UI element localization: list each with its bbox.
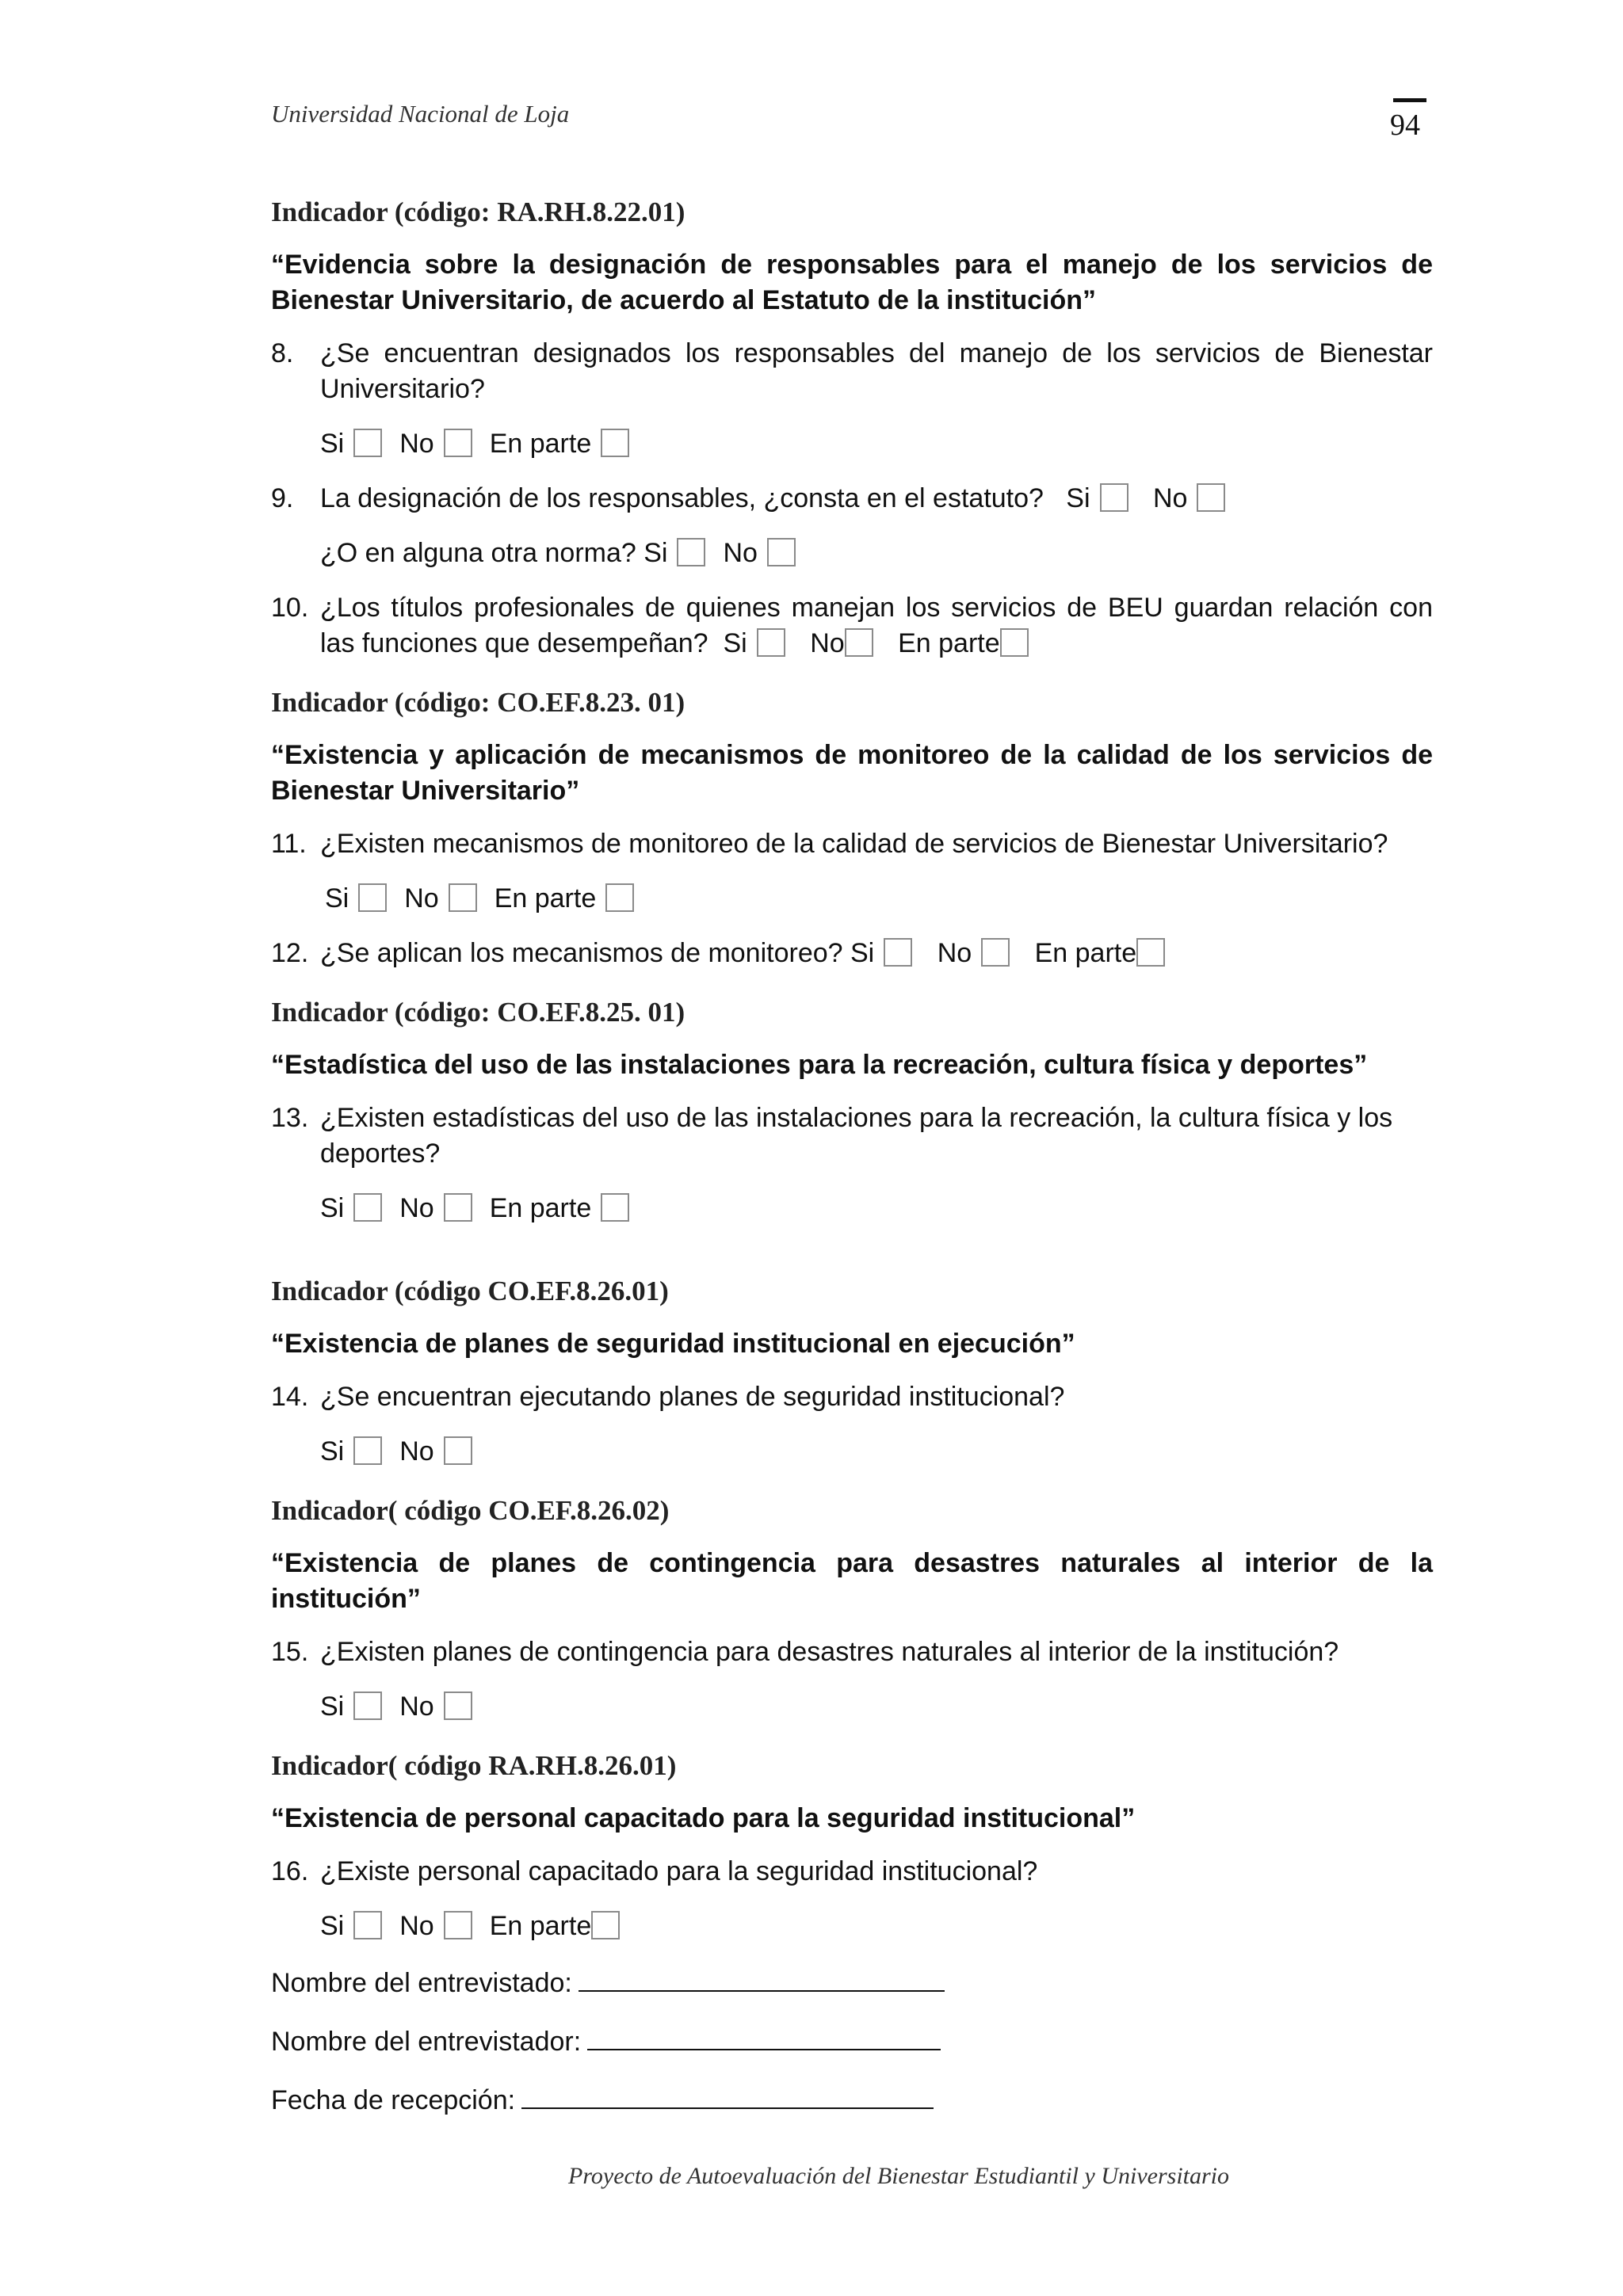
reception-date-input-line[interactable] xyxy=(521,2081,934,2109)
question-text: La designación de los responsables, ¿consta en el estatuto? xyxy=(320,483,1044,513)
option-partial-label: En parte xyxy=(494,883,597,913)
checkbox-yes[interactable] xyxy=(353,1193,382,1222)
option-no-label: No xyxy=(399,1691,434,1722)
checkbox-yes[interactable] xyxy=(358,883,387,912)
question-text-with-options xyxy=(320,481,1433,517)
option-yes-label: Si xyxy=(320,429,345,459)
question-13 xyxy=(271,1100,1433,1172)
institution-header: Universidad Nacional de Loja xyxy=(271,100,570,128)
question-8 xyxy=(271,336,1433,407)
question-15 xyxy=(271,1634,1433,1670)
option-yes-label: Si xyxy=(850,938,875,968)
question-number: 12. xyxy=(271,938,309,968)
question-text-with-options xyxy=(320,590,1433,662)
option-no-label: No xyxy=(399,1911,434,1941)
option-no-label: No xyxy=(399,429,434,459)
answer-options-13 xyxy=(271,1191,1433,1226)
checkbox-yes[interactable] xyxy=(353,1911,382,1939)
checkbox-no[interactable] xyxy=(981,938,1010,967)
option-yes-label: Si xyxy=(320,1911,345,1941)
indicator-statement: “Evidencia sobre la designación de responsables para el manejo de los servicios de Bienestar Universitario, de acuerdo al Estatuto de la institución” xyxy=(271,250,1433,315)
option-no-label: No xyxy=(937,938,972,968)
question-12 xyxy=(271,936,1433,971)
checkbox-partial[interactable] xyxy=(605,883,634,912)
option-yes-label: Si xyxy=(320,1691,345,1722)
answer-options-14 xyxy=(271,1434,1433,1470)
checkbox-no[interactable] xyxy=(444,1436,472,1465)
checkbox-yes[interactable] xyxy=(353,1691,382,1720)
option-yes-label: Si xyxy=(320,1436,345,1466)
checkbox-partial[interactable] xyxy=(591,1911,620,1939)
option-partial-label: En parte xyxy=(489,1911,592,1941)
checkbox-no[interactable] xyxy=(767,538,796,566)
indicator-statement: “Existencia de personal capacitado para la seguridad institucional” xyxy=(271,1803,1136,1833)
question-10 xyxy=(271,590,1433,662)
question-number: 16. xyxy=(271,1856,309,1886)
checkbox-partial[interactable] xyxy=(601,1193,629,1222)
option-no-label: No xyxy=(399,1193,434,1223)
checkbox-yes[interactable] xyxy=(353,1436,382,1465)
checkbox-partial[interactable] xyxy=(1136,938,1165,967)
indicator-statement: “Existencia de planes de contingencia para desastres naturales al interior de la institución” xyxy=(271,1548,1433,1614)
option-no-label: No xyxy=(399,1436,434,1466)
option-no-label: No xyxy=(810,628,845,658)
indicator-heading: Indicador (código: CO.EF.8.23. 01) xyxy=(271,687,685,718)
option-yes-label: Si xyxy=(643,538,668,568)
option-partial-label: En parte xyxy=(489,1193,592,1223)
field-label: Nombre del entrevistador: xyxy=(271,2027,582,2057)
checkbox-no[interactable] xyxy=(444,1691,472,1720)
option-partial-label: En parte xyxy=(1034,938,1137,968)
checkbox-yes[interactable] xyxy=(1100,483,1128,512)
option-partial-label: En parte xyxy=(489,429,592,459)
question-text: ¿Existen planes de contingencia para desastres naturales al interior de la institución? xyxy=(320,1637,1339,1667)
interviewer-field xyxy=(271,2022,1433,2060)
checkbox-no[interactable] xyxy=(845,628,873,657)
question-9 xyxy=(271,481,1433,517)
field-label: Fecha de recepción: xyxy=(271,2085,516,2115)
checkbox-no[interactable] xyxy=(444,1193,472,1222)
indicator-heading: Indicador (código: CO.EF.8.25. 01) xyxy=(271,997,685,1028)
question-14 xyxy=(271,1379,1433,1415)
indicator-heading: Indicador( código RA.RH.8.26.01) xyxy=(271,1750,677,1781)
spacer xyxy=(271,1245,1433,1269)
question-number: 13. xyxy=(271,1103,309,1133)
option-no-label: No xyxy=(404,883,439,913)
interviewer-input-line[interactable] xyxy=(587,2022,941,2050)
answer-options-11 xyxy=(271,881,1433,917)
page-number: 94 xyxy=(1390,109,1420,142)
interviewee-input-line[interactable] xyxy=(579,1963,945,1992)
option-yes-label: Si xyxy=(1066,483,1090,513)
checkbox-no[interactable] xyxy=(449,883,477,912)
answer-options-15 xyxy=(271,1689,1433,1725)
field-label: Nombre del entrevistado: xyxy=(271,1968,572,1998)
question-text: ¿Existen mecanismos de monitoreo de la calidad de servicios de Bienestar Universitario? xyxy=(320,829,1388,859)
checkbox-partial[interactable] xyxy=(1000,628,1029,657)
checkbox-yes[interactable] xyxy=(884,938,912,967)
question-number: 15. xyxy=(271,1637,309,1667)
question-16 xyxy=(271,1854,1433,1890)
indicator-statement: “Existencia de planes de seguridad institucional en ejecución” xyxy=(271,1329,1075,1359)
option-yes-label: Si xyxy=(325,883,349,913)
option-yes-label: Si xyxy=(723,628,747,658)
checkbox-yes[interactable] xyxy=(757,628,785,657)
page-number-bar xyxy=(1393,98,1426,102)
checkbox-yes[interactable] xyxy=(677,538,705,566)
checkbox-no[interactable] xyxy=(444,429,472,457)
interviewee-field xyxy=(271,1963,1433,2001)
question-number: 14. xyxy=(271,1382,309,1412)
answer-options-8 xyxy=(271,426,1433,462)
indicator-statement: “Existencia y aplicación de mecanismos de monitoreo de la calidad de los servicios de Bienestar Universitario” xyxy=(271,740,1433,806)
checkbox-yes[interactable] xyxy=(353,429,382,457)
question-number: 8. xyxy=(271,338,294,368)
answer-options-9b xyxy=(271,536,1433,571)
checkbox-no[interactable] xyxy=(444,1911,472,1939)
questionnaire-body xyxy=(271,190,1433,2139)
question-text: ¿Se aplican los mecanismos de monitoreo? xyxy=(320,938,843,968)
indicator-heading: Indicador (código CO.EF.8.26.01) xyxy=(271,1276,669,1306)
followup-question: ¿O en alguna otra norma? xyxy=(320,538,636,568)
question-text: ¿Se encuentran ejecutando planes de seguridad institucional? xyxy=(320,1382,1065,1412)
question-11 xyxy=(271,826,1433,862)
option-partial-label: En parte xyxy=(898,628,1000,658)
question-text: ¿Los títulos profesionales de quienes manejan los servicios de BEU guardan relación con las funciones que desempeñan? xyxy=(320,593,1433,658)
question-text: ¿Existe personal capacitado para la seguridad institucional? xyxy=(320,1856,1038,1886)
option-yes-label: Si xyxy=(320,1193,345,1223)
option-no-label: No xyxy=(723,538,758,568)
checkbox-partial[interactable] xyxy=(601,429,629,457)
question-number: 9. xyxy=(271,483,294,513)
checkbox-no[interactable] xyxy=(1197,483,1225,512)
question-number: 11. xyxy=(271,829,307,859)
option-no-label: No xyxy=(1152,483,1188,513)
question-number: 10. xyxy=(271,593,309,623)
indicator-heading: Indicador (código: RA.RH.8.22.01) xyxy=(271,196,685,227)
reception-date-field xyxy=(271,2081,1433,2119)
answer-options-16 xyxy=(271,1909,1433,1944)
question-text: ¿Se encuentran designados los responsables del manejo de los servicios de Bienestar Universitario? xyxy=(320,338,1433,404)
question-text: ¿Existen estadísticas del uso de las instalaciones para la recreación, la cultura física y los deportes? xyxy=(320,1103,1393,1169)
indicator-statement: “Estadística del uso de las instalaciones para la recreación, cultura física y deportes” xyxy=(271,1050,1368,1080)
question-text-with-options xyxy=(320,936,1433,971)
indicator-heading: Indicador( código CO.EF.8.26.02) xyxy=(271,1495,670,1526)
footer-project-title: Proyecto de Autoevaluación del Bienestar Estudiantil y Universitario xyxy=(568,2163,1229,2189)
